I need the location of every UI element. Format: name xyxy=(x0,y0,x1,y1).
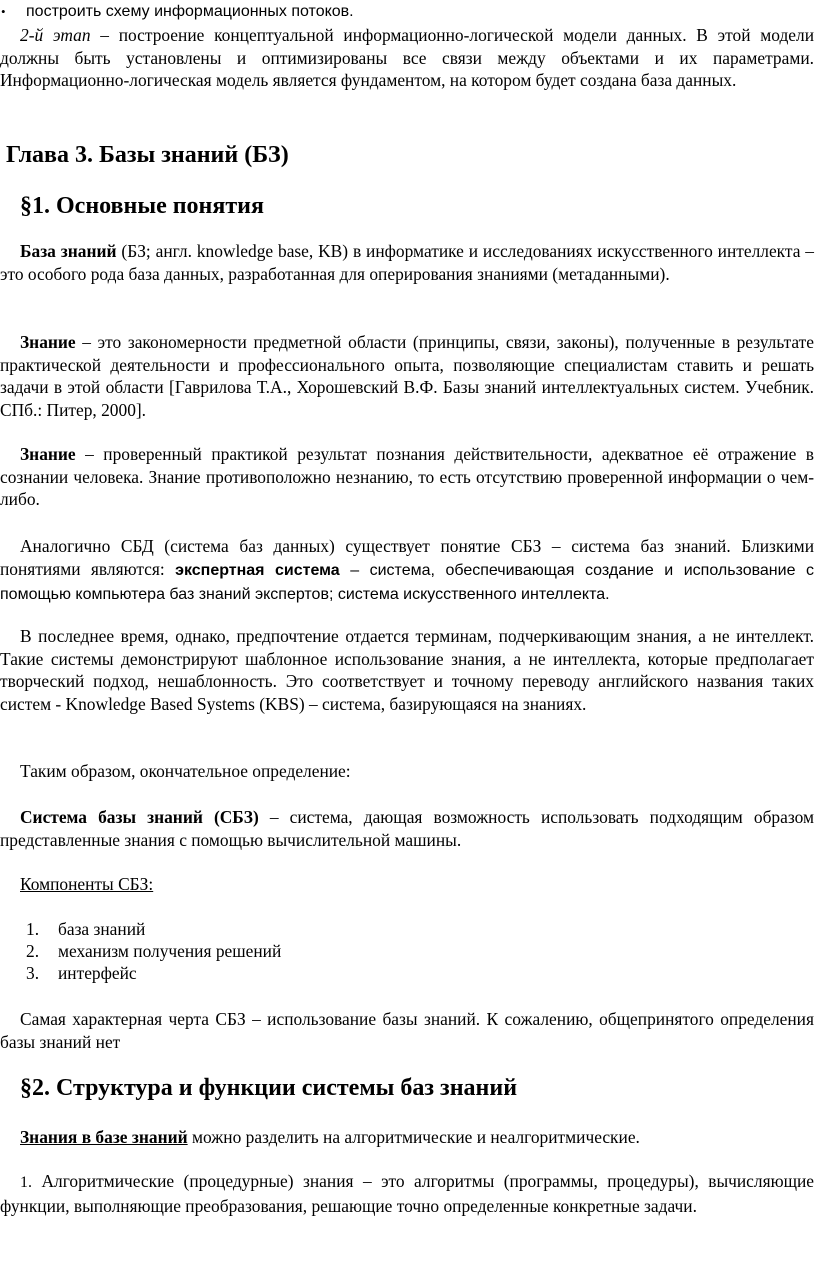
bullet-marker: • xyxy=(1,4,6,19)
list-number: 3. xyxy=(26,963,40,983)
knowledge-in-kb xyxy=(0,1126,814,1149)
knowledge-text-1: – это закономерности предметной области (принципы, связи, законы), полученные в результате практической деятельности и профессионального опыта, позволяющие специалистам ставить и решать задачи в этой области [Гаврилова Т.А., Хорошевский В.Ф. Базы знаний интеллектуальных систем. Учебник. СПб.: Питер, 2000]. xyxy=(0,332,814,420)
list-label: интерфейс xyxy=(58,963,137,983)
sbz-text: – система, дающая возможность использовать подходящим образом представленные знания с помощью вычислительной машины. xyxy=(0,807,814,850)
chapter-title: Глава 3. Базы знаний (БЗ) xyxy=(6,142,289,168)
analog-paragraph xyxy=(0,535,814,607)
knowledge-term-2: Знание xyxy=(20,444,76,464)
section2-title: §2. Структура и функции системы баз знаний xyxy=(20,1075,518,1101)
algorithmic-text: Алгоритмические (процедурные) знания – это алгоритмы (программы, процедуры), вычисляющие функции, выполняющие преобразования, решающие точно определенные конкретные задачи. xyxy=(0,1171,814,1216)
list-label: база знаний xyxy=(58,919,146,939)
list-item xyxy=(26,918,145,941)
list-item xyxy=(26,962,137,985)
knowledge-in-kb-term: Знания в базе знаний xyxy=(20,1127,188,1147)
algorithmic-number: 1. xyxy=(20,1174,32,1191)
kb-definition xyxy=(0,240,814,285)
knowledge-in-kb-text: можно разделить на алгоритмические и неалгоритмические. xyxy=(187,1127,640,1147)
bullet-text: построить схему информационных потоков. xyxy=(26,3,354,20)
analog-text: Аналогично СБД (система баз данных) существует понятие СБЗ – система баз знаний. Близкими понятиями являются: xyxy=(0,536,814,579)
knowledge-text-2: – проверенный практикой результат познания действительности, адекватное её отражение в сознании человека. Знание противоположно незнанию, то есть отсутствию проверенной информации о чем-либо. xyxy=(0,444,814,510)
list-number: 2. xyxy=(26,941,40,961)
preference-paragraph: В последнее время, однако, предпочтение отдается терминам, подчеркивающим знания, а не интеллект. Такие системы демонстрируют шаблонное использование знания, а не интеллекта, которые предполагает творческий подход, нешаблонность. Это соответствует и точному переводу английского названия таких систем - Knowledge Based Systems (KBS) – система, базирующаяся на знаниях. xyxy=(0,626,814,714)
stage2-paragraph xyxy=(0,24,814,92)
stage2-text: – построение концептуальной информационно-логической модели данных. В этой модели должны быть установлены и оптимизированы все связи между объектами и их параметрами. Информационно-логическая модель является фундаментом, на котором будет создана база данных. xyxy=(0,25,814,91)
stage2-label: 2-й этап xyxy=(20,25,91,45)
sbz-definition xyxy=(0,806,814,851)
section1-title: §1. Основные понятия xyxy=(20,193,264,219)
knowledge-definition-2 xyxy=(0,443,814,511)
sbz-term: Система базы знаний (СБЗ) xyxy=(20,807,259,827)
list-item xyxy=(26,940,281,963)
feature-paragraph: Самая характерная черта СБЗ – использование базы знаний. К сожалению, общепринятого определения базы знаний нет xyxy=(0,1009,814,1052)
knowledge-term-1: Знание xyxy=(20,332,76,352)
knowledge-definition-1 xyxy=(0,331,814,421)
components-heading xyxy=(0,873,814,896)
expert-system-term: экспертная система xyxy=(175,561,340,579)
final-definition-intro: Таким образом, окончательное определение: xyxy=(20,761,351,781)
list-label: механизм получения решений xyxy=(58,941,282,961)
kb-text: (БЗ; англ. knowledge base, KB) в информатике и исследованиях искусственного интеллекта – это особого рода база данных, разработанная для оперирования знаниями (метаданными). xyxy=(0,241,814,284)
components-heading-text: Компоненты СБЗ: xyxy=(20,874,154,894)
kb-term: База знаний xyxy=(20,241,117,261)
list-number: 1. xyxy=(26,919,40,939)
analog-rest: – система, обеспечивающая создание и использование с помощью компьютера баз знаний экспертов; система искусственного интеллекта. xyxy=(0,561,814,604)
algorithmic-paragraph xyxy=(0,1170,814,1217)
